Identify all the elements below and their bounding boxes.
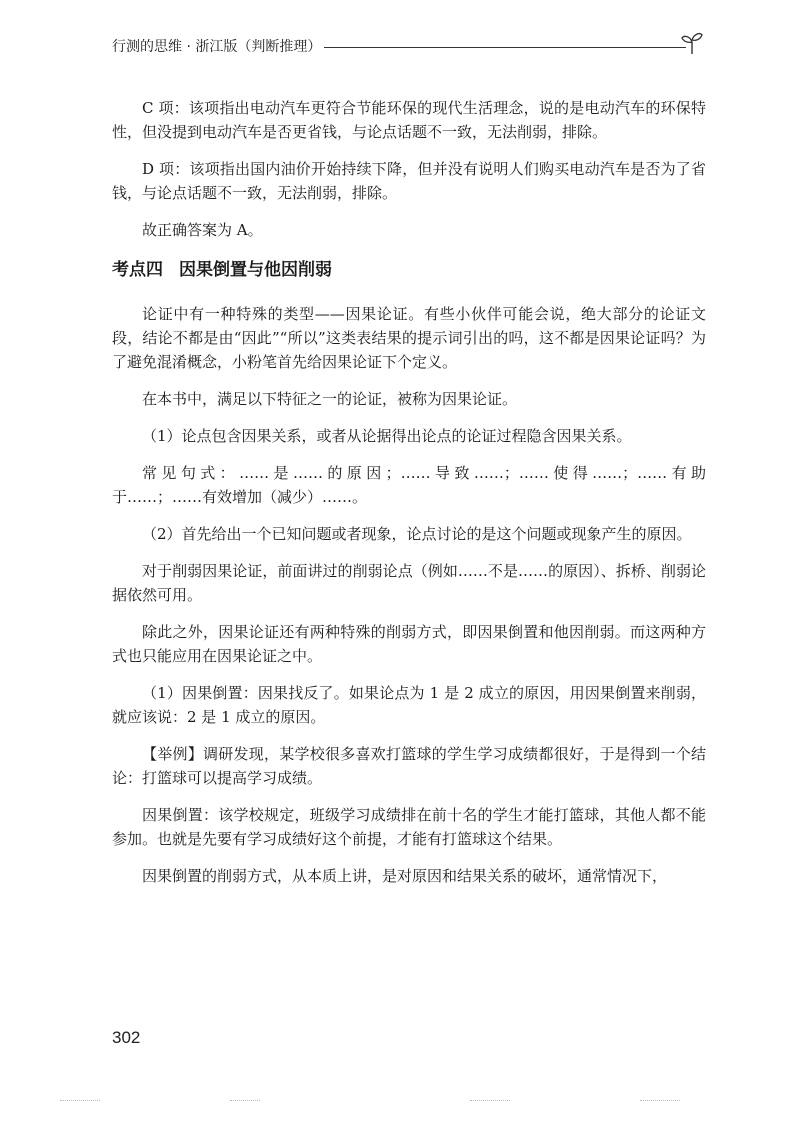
paragraph-option-d: D 项：该项指出国内油价开始持续下降，但并没有说明人们购买电动汽车是否为了省钱，与论点话题不一致，无法削弱，排除。 — [112, 160, 706, 202]
header-rule — [324, 47, 686, 48]
scan-mark — [470, 1100, 510, 1102]
paragraph-closing: 因果倒置的削弱方式，从本质上讲，是对原因和结果关系的破坏，通常情况下， — [142, 867, 668, 885]
paragraph-weaken-methods: 对于削弱因果论证，前面讲过的削弱论点（例如……不是……的原因）、拆桥、削弱论据依然可用。 — [112, 562, 706, 604]
section-number: 考点四 — [112, 260, 163, 280]
section-title: 因果倒置与他因削弱 — [179, 260, 332, 280]
scan-mark — [60, 1100, 100, 1102]
paragraph-reverse-explanation: 因果倒置：该学校规定，班级学习成绩排在前十名的学生才能打篮球，其他人都不能参加。也就是先要有学习成绩好这个前提，才能有打篮球这个结果。 — [112, 806, 706, 848]
example-label: 【举例】 — [142, 745, 203, 763]
paragraph-definition: 在本书中，满足以下特征之一的论证，被称为因果论证。 — [142, 390, 518, 408]
section-heading — [112, 258, 706, 282]
paragraph-feature-1: （1）论点包含因果关系，或者从论据得出论点的论证过程隐含因果关系。 — [142, 427, 632, 445]
running-header — [112, 30, 702, 60]
paragraph-option-c: C 项：该项指出电动汽车更符合节能环保的现代生活理念，说的是电动汽车的环保特性，但没提到电动汽车是否更省钱，与论点话题不一致，无法削弱，排除。 — [112, 99, 706, 141]
page-body — [112, 96, 706, 901]
paragraph-intro: 论证中有一种特殊的类型——因果论证。有些小伙伴可能会说，绝大部分的论证文段，结论不都是由“因此”“所以”这类表结果的提示词引出的吗，这不都是因果论证吗？为了避免混淆概念，小粉笔首先给因果论证下个定义。 — [112, 305, 706, 371]
paragraph-common-patterns: 常见句式：……是……的原因；……导致……；……使得……；……有助于……；……有效增加（减少）……。 — [112, 464, 706, 506]
sprout-icon — [680, 30, 704, 56]
paragraph-reverse-causation: （1）因果倒置：因果找反了。如果论点为 1 是 2 成立的原因，用因果倒置来削弱，就应该说：2 是 1 成立的原因。 — [112, 684, 706, 726]
book-title: 行测的思维 · 浙江版（判断推理） — [112, 39, 322, 55]
paragraph-feature-2: （2）首先给出一个已知问题或者现象，论点讨论的是这个问题或现象产生的原因。 — [142, 525, 692, 543]
paragraph-example — [112, 742, 706, 790]
paragraph-answer: 故正确答案为 A。 — [142, 221, 263, 239]
scan-mark — [230, 1100, 260, 1102]
example-text: 调研发现，某学校很多喜欢打篮球的学生学习成绩都很好，于是得到一个结论：打篮球可以提高学习成绩。 — [112, 745, 706, 787]
page-number: 302 — [112, 1028, 141, 1047]
scan-mark — [640, 1100, 680, 1102]
paragraph-special-methods: 除此之外，因果论证还有两种特殊的削弱方式，即因果倒置和他因削弱。而这两种方式也只能应用在因果论证之中。 — [112, 623, 706, 665]
